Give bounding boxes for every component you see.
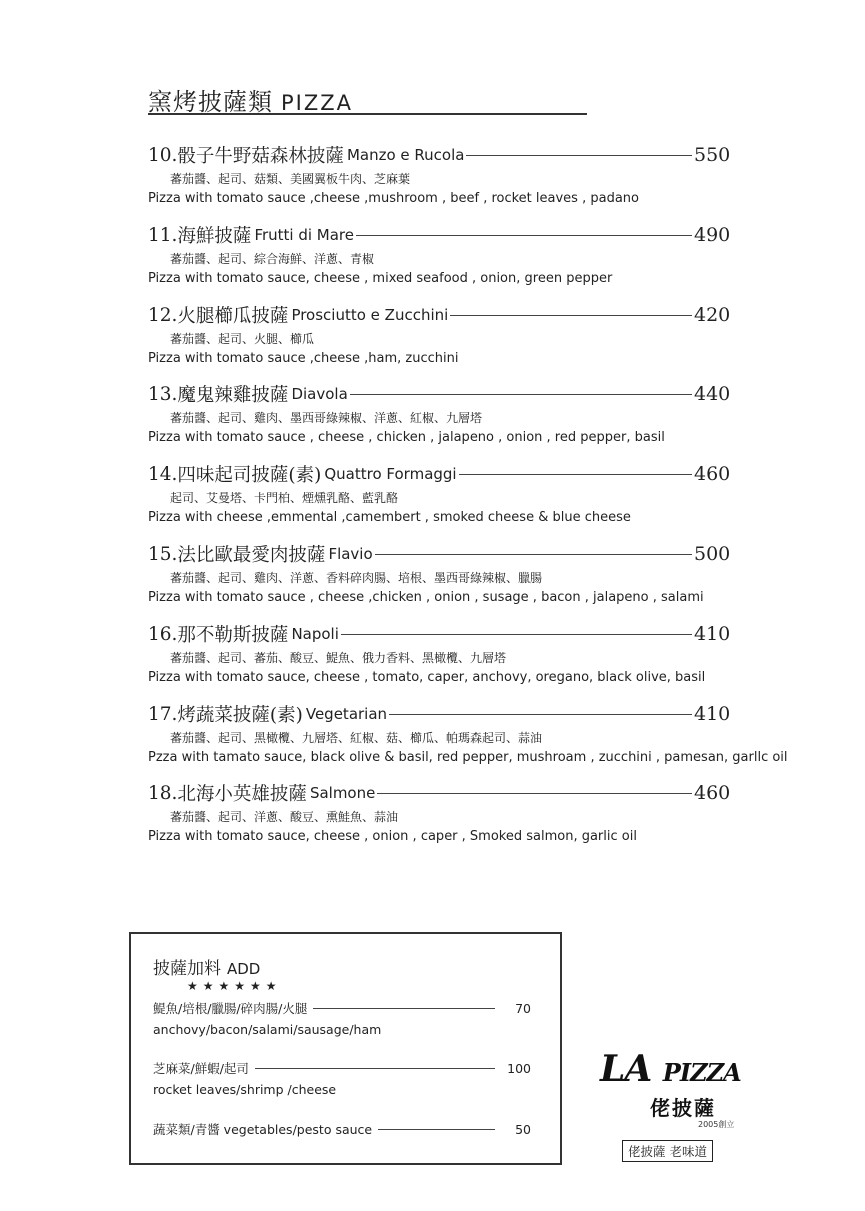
menu-item-header bbox=[148, 142, 730, 168]
leader-line bbox=[255, 1068, 495, 1069]
add-row-en: anchovy/bacon/salami/sausage/ham bbox=[153, 1022, 382, 1037]
leader-line bbox=[341, 634, 692, 635]
menu-item bbox=[148, 381, 730, 445]
menu-item-price: 490 bbox=[694, 224, 731, 246]
menu-item bbox=[148, 621, 730, 685]
menu-item-header bbox=[148, 701, 730, 727]
menu-item-name-en: Salmone bbox=[309, 784, 376, 802]
menu-item-header bbox=[148, 461, 730, 487]
menu-item-number: 15. bbox=[148, 543, 178, 565]
stars-decoration: ★★★★★★ bbox=[187, 979, 282, 993]
menu-item-ingredients-zh: 蕃茄醬、起司、雞肉、洋蔥、香料碎肉腸、培根、墨西哥綠辣椒、臘腸 bbox=[170, 571, 543, 585]
add-row bbox=[153, 1058, 531, 1097]
menu-item bbox=[148, 142, 730, 206]
menu-item-ingredients-zh: 蕃茄醬、起司、雞肉、墨西哥綠辣椒、洋蔥、紅椒、九層塔 bbox=[170, 411, 483, 425]
menu-item-name-zh: 北海小英雄披薩 bbox=[177, 784, 307, 805]
menu-item-ingredients-zh: 蕃茄醬、起司、洋蔥、酸豆、熏鮭魚、蒜油 bbox=[170, 810, 399, 824]
menu-item bbox=[148, 541, 730, 605]
menu-item-ingredients-zh: 蕃茄醬、起司、火腿、櫛瓜 bbox=[170, 332, 315, 346]
add-row-zh: 鯷魚/培根/臘腸/碎肉腸/火腿 bbox=[153, 1001, 308, 1016]
menu-item-number: 13. bbox=[148, 383, 178, 405]
menu-item-ingredients-zh: 蕃茄醬、起司、菇類、美國翼板牛肉、芝麻葉 bbox=[170, 172, 411, 186]
leader-line bbox=[350, 394, 692, 395]
add-row-price: 100 bbox=[507, 1060, 531, 1076]
menu-item-name-en: Quattro Formaggi bbox=[324, 465, 457, 483]
section-title bbox=[148, 82, 353, 117]
menu-item-name-zh: 那不勒斯披薩 bbox=[177, 625, 289, 646]
add-row bbox=[153, 998, 531, 1037]
menu-item-name-zh: 烤蔬菜披薩(素) bbox=[177, 705, 303, 726]
logo-brand-big: LA bbox=[600, 1048, 652, 1090]
menu-item bbox=[148, 302, 730, 366]
menu-item-ingredients-en: Pzza with tamato sauce, black olive & basil, red pepper, mushroam , zucchini , pamesan, garllc oil bbox=[148, 750, 788, 765]
menu-item-number: 14. bbox=[148, 463, 178, 485]
menu-item-number: 16. bbox=[148, 623, 178, 645]
menu-item-name-en: Prosciutto e Zucchini bbox=[291, 306, 449, 324]
leader-line bbox=[375, 554, 692, 555]
menu-item-name-zh: 法比歐最愛肉披薩 bbox=[177, 545, 326, 566]
menu-item-ingredients-zh: 起司、艾曼塔、卡門柏、煙燻乳酪、藍乳酪 bbox=[170, 491, 399, 505]
section-title-zh: 窯烤披薩類 bbox=[148, 88, 273, 116]
menu-item-price: 550 bbox=[694, 144, 731, 166]
section-title-en: PIZZA bbox=[281, 91, 353, 115]
menu-item-name-en: Diavola bbox=[291, 385, 348, 403]
menu-item-name-zh: 魔鬼辣雞披薩 bbox=[177, 385, 289, 406]
menu-item-price: 410 bbox=[694, 703, 731, 725]
menu-item-price: 440 bbox=[694, 383, 731, 405]
add-row-zh: 芝麻菜/鮮蝦/起司 bbox=[153, 1061, 249, 1076]
menu-item-header bbox=[148, 222, 730, 248]
menu-item-name-en: Napoli bbox=[291, 625, 339, 643]
title-underline bbox=[148, 113, 587, 115]
menu-item-number: 17. bbox=[148, 703, 178, 725]
menu-item-name-en: Flavio bbox=[328, 545, 373, 563]
menu-item-name-en: Vegetarian bbox=[305, 705, 388, 723]
menu-item-ingredients-zh: 蕃茄醬、起司、蕃茄、酸豆、鯷魚、俄力香料、黑橄欖、九層塔 bbox=[170, 651, 507, 665]
leader-line bbox=[450, 315, 692, 316]
menu-item-price: 500 bbox=[694, 543, 731, 565]
menu-item bbox=[148, 222, 730, 286]
add-row-zh: 蔬菜類/青醬 vegetables/pesto sauce bbox=[153, 1122, 373, 1137]
menu-item-name-zh: 四味起司披薩(素) bbox=[177, 465, 322, 486]
menu-item-ingredients-zh: 蕃茄醬、起司、綜合海鮮、洋蔥、青椒 bbox=[170, 252, 375, 266]
leader-line bbox=[378, 1129, 495, 1130]
menu-item-ingredients-en: Pizza with tomato sauce ,cheese ,mushroom , beef , rocket leaves , padano bbox=[148, 191, 639, 206]
leader-line bbox=[459, 474, 692, 475]
menu-item-header bbox=[148, 381, 730, 407]
menu-item-ingredients-en: Pizza with tomato sauce, cheese , tomato, caper, anchovy, oregano, black olive, basil bbox=[148, 670, 706, 685]
menu-item-ingredients-en: Pizza with tomato sauce ,cheese ,ham, zucchini bbox=[148, 351, 459, 366]
menu-item-name-zh: 骰子牛野菇森林披薩 bbox=[177, 146, 344, 167]
leader-line bbox=[389, 714, 692, 715]
menu-item-ingredients-en: Pizza with tomato sauce, cheese , onion , caper , Smoked salmon, garlic oil bbox=[148, 829, 637, 844]
leader-line bbox=[466, 155, 692, 156]
menu-item-header bbox=[148, 541, 730, 567]
menu-item-header bbox=[148, 302, 730, 328]
add-title bbox=[153, 954, 260, 979]
add-title-zh: 披薩加料 bbox=[153, 959, 221, 979]
menu-item-number: 10. bbox=[148, 144, 178, 166]
menu-item bbox=[148, 701, 788, 765]
menu-item bbox=[148, 780, 730, 844]
add-title-en: ADD bbox=[227, 960, 261, 978]
logo-est: 2005創立 bbox=[698, 1120, 735, 1129]
leader-line bbox=[356, 235, 692, 236]
menu-item-ingredients-en: Pizza with tomato sauce , cheese ,chicken , onion , susage , bacon , jalapeno , salami bbox=[148, 590, 704, 605]
leader-line bbox=[313, 1008, 495, 1009]
logo-brand-small: PIZZA bbox=[662, 1058, 741, 1087]
logo-wordmark bbox=[600, 1048, 741, 1090]
menu-item-ingredients-en: Pizza with tomato sauce , cheese , chicken , jalapeno , onion , red pepper, basil bbox=[148, 430, 665, 445]
logo-slogan: 佬披薩 老味道 bbox=[622, 1140, 713, 1162]
menu-item-header bbox=[148, 621, 730, 647]
menu-item-header bbox=[148, 780, 730, 806]
menu-item-price: 420 bbox=[694, 304, 731, 326]
menu-item-number: 11. bbox=[148, 224, 178, 246]
menu-item bbox=[148, 461, 730, 525]
menu-item-name-en: Manzo e Rucola bbox=[346, 146, 465, 164]
menu-item-name-zh: 火腿櫛瓜披薩 bbox=[177, 306, 289, 327]
menu-item-ingredients-zh: 蕃茄醬、起司、黑橄欖、九層塔、紅椒、菇、櫛瓜、帕瑪森起司、蒜油 bbox=[170, 731, 543, 745]
la-pizza-logo bbox=[600, 1048, 741, 1168]
menu-item-ingredients-en: Pizza with cheese ,emmental ,camembert , smoked cheese & blue cheese bbox=[148, 510, 631, 525]
menu-item-number: 12. bbox=[148, 304, 178, 326]
add-toppings-box bbox=[129, 932, 562, 1165]
add-row-en: rocket leaves/shrimp /cheese bbox=[153, 1082, 337, 1097]
menu-item-name-zh: 海鮮披薩 bbox=[177, 226, 252, 247]
menu-item-price: 460 bbox=[694, 782, 731, 804]
add-row-price: 50 bbox=[515, 1121, 531, 1137]
menu-item-price: 460 bbox=[694, 463, 731, 485]
logo-brand-zh: 佬披薩 bbox=[650, 1096, 716, 1120]
add-row-price: 70 bbox=[515, 1000, 531, 1016]
menu-item-price: 410 bbox=[694, 623, 731, 645]
menu-item-number: 18. bbox=[148, 782, 178, 804]
menu-item-ingredients-en: Pizza with tomato sauce, cheese , mixed seafood , onion, green pepper bbox=[148, 271, 613, 286]
leader-line bbox=[377, 793, 692, 794]
menu-item-name-en: Frutti di Mare bbox=[254, 226, 355, 244]
add-row bbox=[153, 1119, 531, 1139]
